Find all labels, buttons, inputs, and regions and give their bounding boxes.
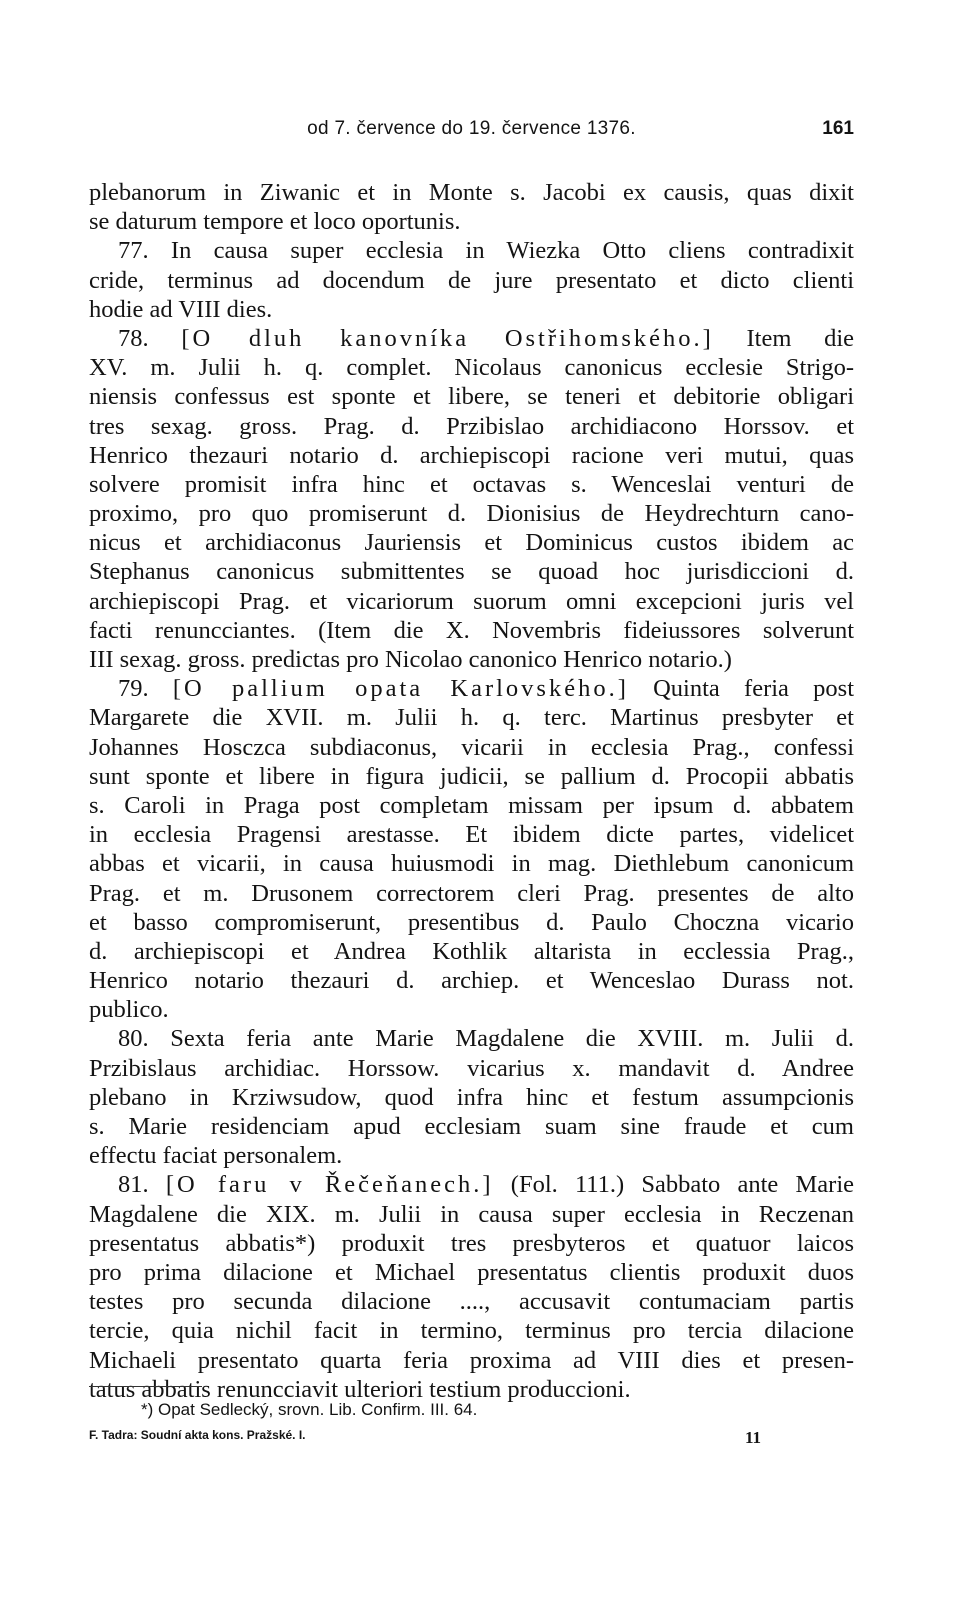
text-line — [89, 353, 854, 382]
text-segment: tatus abbatis renuncciavit ulteriori testium produccioni. — [89, 1375, 631, 1403]
text-segment: (Fol. 111.) Sabbato ante Marie — [493, 1171, 854, 1199]
text-segment: Stephanus canonicus submittentes se quoad hoc jurisdiccioni d. — [89, 558, 854, 586]
text-segment: s. Caroli in Praga post completam missam per ipsum d. abbatem — [89, 791, 854, 819]
text-line — [89, 674, 854, 703]
text-segment: 81. — [118, 1171, 166, 1199]
text-line — [89, 645, 854, 674]
text-segment: plebanorum in Ziwanic et in Monte s. Jacobi ex causis, quas dixit — [89, 179, 854, 206]
text-segment: hodie ad VIII dies. — [89, 295, 273, 323]
text-segment: abbas et vicarii, in causa huiusmodi in mag. Diethlebum canonicum — [89, 850, 854, 878]
text-line — [89, 1083, 854, 1112]
text-segment: facti renuncciantes. (Item die X. Novembris fideiussores solverunt — [89, 616, 854, 644]
text-segment: publico. — [89, 996, 169, 1024]
text-segment: Magdalene die XIX. m. Julii in causa super ecclesia in Reczenan — [89, 1200, 854, 1228]
signature-line: F. Tadra: Soudní akta kons. Pražské. I. — [89, 1428, 306, 1442]
page-number: 161 — [822, 118, 854, 139]
text-line — [89, 1258, 854, 1287]
text-line — [89, 1112, 854, 1141]
running-title: od 7. července do 19. července 1376. — [307, 118, 636, 139]
footnote: *) Opat Sedlecký, srovn. Lib. Confirm. III. 64. — [141, 1400, 478, 1419]
text-line — [89, 207, 854, 236]
text-segment: nicus et archidiaconus Jauriensis et Dominicus custos ibidem ac — [89, 529, 854, 557]
text-line — [89, 470, 854, 499]
text-segment: Item die — [713, 324, 854, 352]
text-segment: Margarete die XVII. m. Julii h. q. terc. Martinus presbyter et — [89, 704, 854, 732]
text-line — [89, 1287, 854, 1316]
text-line — [89, 1024, 854, 1053]
text-segment: proximo, pro quo promiserunt d. Dionisius de Heydrechturn cano- — [89, 500, 854, 528]
text-line — [89, 412, 854, 441]
text-segment: s. Marie residenciam apud ecclesiam suam sine fraude et cum — [89, 1113, 854, 1140]
text-line — [89, 295, 854, 324]
text-segment: sunt sponte et libere in figura judicii, se pallium d. Procopii abbatis — [89, 762, 854, 790]
text-segment: effectu faciat personalem. — [89, 1142, 343, 1170]
text-segment: Johannes Hosczca subdiaconus, vicarii in ecclesia Prag., confessi — [89, 733, 854, 761]
text-line — [89, 1316, 854, 1345]
text-line — [89, 966, 854, 995]
text-segment: presentatus abbatis*) produxit tres presbyteros et quatuor laicos — [89, 1229, 854, 1257]
text-segment: 79. — [118, 675, 173, 703]
text-segment: XV. m. Julii h. q. complet. Nicolaus canonicus ecclesie Strigo- — [89, 354, 854, 382]
text-line — [89, 587, 854, 616]
section-heading: [O dluh kanovníka Ostřihomského.] — [181, 324, 714, 352]
text-line — [89, 382, 854, 411]
text-segment: in ecclesia Pragensi arestasse. Et ibidem dicte partes, videlicet — [89, 821, 854, 849]
text-line — [89, 908, 854, 937]
text-line — [89, 616, 854, 645]
text-segment: Henrico thezauri notario d. archiepiscopi racione veri mutui, quas — [89, 441, 854, 469]
text-line — [89, 820, 854, 849]
text-segment: Henrico notario thezauri d. archiep. et Wenceslao Durass not. — [89, 967, 854, 995]
text-segment: tres sexag. gross. Prag. d. Przibislao archidiacono Horssov. et — [89, 412, 854, 440]
text-line — [89, 791, 854, 820]
text-segment: testes pro secunda dilacione ...., accusavit contumaciam partis — [89, 1288, 854, 1316]
text-segment: se daturum tempore et loco oportunis. — [89, 208, 461, 236]
text-segment: archiepiscopi Prag. et vicariorum suorum omni excepcioni juris vel — [89, 587, 854, 615]
text-line — [89, 499, 854, 528]
text-line — [89, 733, 854, 762]
text-line — [89, 703, 854, 732]
text-line — [89, 528, 854, 557]
text-line — [89, 236, 854, 265]
text-segment: 78. — [118, 324, 182, 352]
text-line — [89, 557, 854, 586]
text-line — [89, 937, 854, 966]
text-segment: cride, terminus ad docendum de jure presentato et dicto clienti — [89, 266, 854, 294]
section-heading: [O pallium opata Karlovského.] — [172, 675, 629, 703]
text-line — [89, 849, 854, 878]
text-line — [89, 762, 854, 791]
text-line — [89, 178, 854, 207]
page-header — [89, 118, 854, 148]
text-segment: 80. Sexta feria ante Marie Magdalene die XVIII. m. Julii d. — [118, 1025, 854, 1053]
text-line — [89, 1200, 854, 1229]
text-segment: solvere promisit infra hinc et octavas s. Wenceslai venturi de — [89, 470, 854, 498]
sheet-number: 11 — [745, 1428, 762, 1447]
text-segment: Prag. et m. Drusonem correctorem cleri Prag. presentes de alto — [89, 879, 854, 907]
text-line — [89, 1141, 854, 1170]
text-line — [89, 266, 854, 295]
text-line — [89, 441, 854, 470]
section-heading: [O faru v Řečeňanech.] — [165, 1171, 494, 1199]
text-line — [89, 1346, 854, 1375]
text-segment: niensis confessus est sponte et libere, se teneri et debitorie obligari — [89, 383, 854, 411]
text-line — [89, 1229, 854, 1258]
text-segment: plebano in Krziwsudow, quod infra hinc et festum assumpcionis — [89, 1083, 854, 1111]
text-segment: Michaeli presentato quarta feria proxima ad VIII dies et presen- — [89, 1346, 854, 1374]
text-segment: tercie, quia nichil facit in termino, terminus pro tercia dilacione — [89, 1317, 854, 1345]
body-text — [89, 178, 854, 1404]
text-line — [89, 995, 854, 1024]
text-segment: et basso compromiserunt, presentibus d. Paulo Choczna vicario — [89, 908, 854, 936]
text-line — [89, 1054, 854, 1083]
text-segment: 77. In causa super ecclesia in Wiezka Otto cliens contradixit — [118, 237, 854, 265]
text-line — [89, 879, 854, 908]
text-segment: III sexag. gross. predictas pro Nicolao canonico Henrico notario.) — [89, 646, 732, 673]
text-segment: pro prima dilacione et Michael presentatus clientis produxit duos — [89, 1258, 854, 1286]
text-segment: Quinta feria post — [628, 675, 854, 703]
text-line — [89, 1170, 854, 1199]
text-segment: d. archiepiscopi et Andrea Kothlik altarista in ecclessia Prag., — [89, 937, 854, 965]
text-line — [89, 324, 854, 353]
footnote-rule — [89, 1386, 202, 1387]
text-segment: Przibislaus archidiac. Horssow. vicarius x. mandavit d. Andree — [89, 1054, 854, 1082]
